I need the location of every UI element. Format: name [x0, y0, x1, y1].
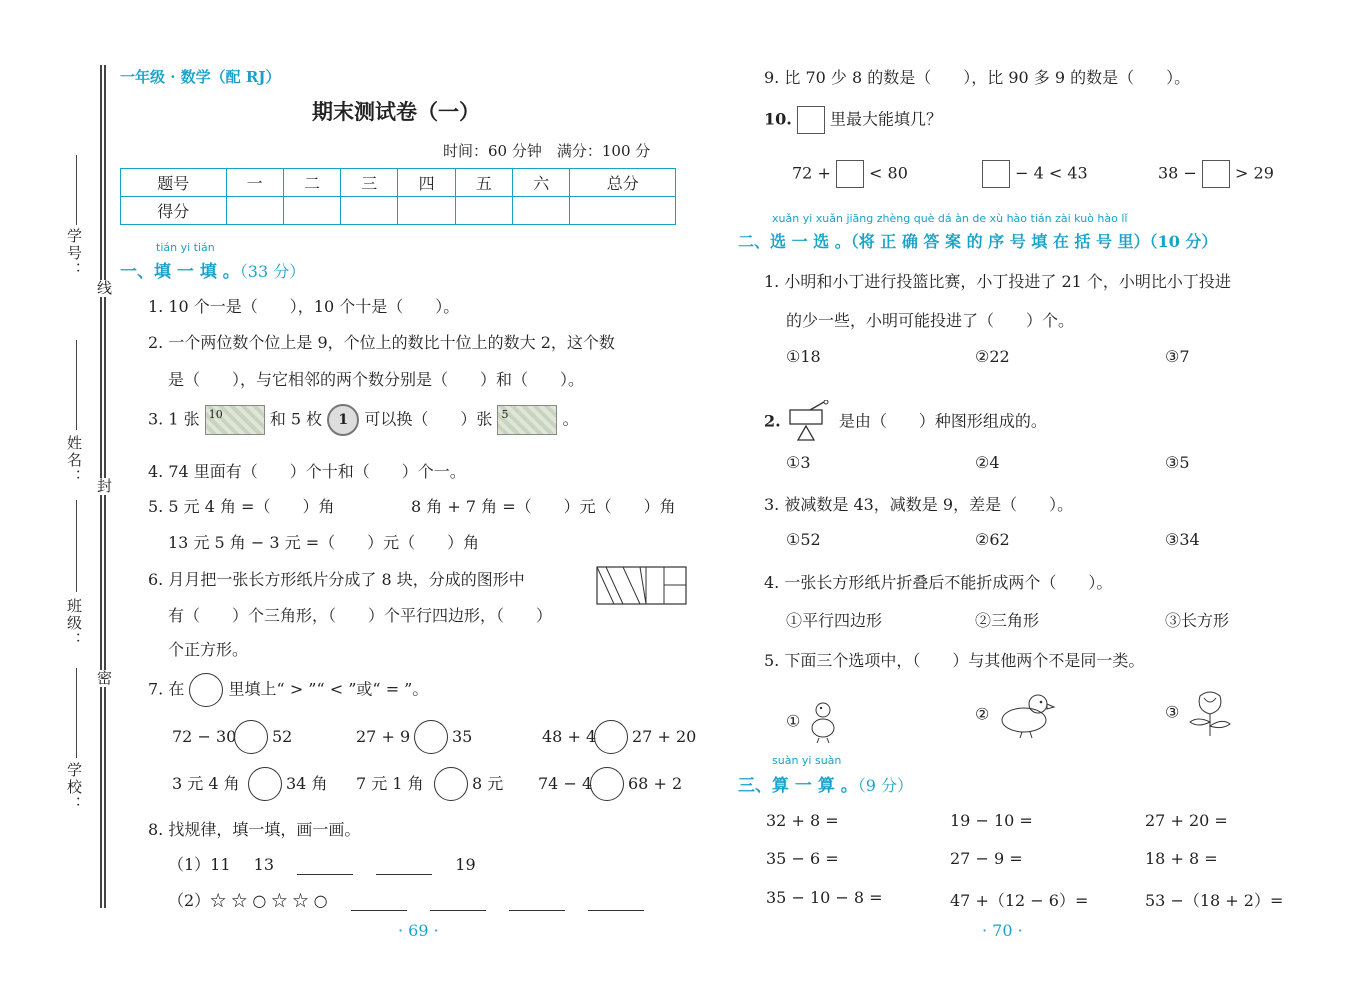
q2-1-option[interactable]: ②22 — [975, 347, 1010, 366]
score-cell: 题号 — [121, 169, 227, 197]
q7-expr: 34 角 — [286, 773, 328, 793]
section2-title: 二、选 一 选 。（将 正 确 答 案 的 序 号 填 在 括 号 里）（10 分） — [738, 232, 1218, 251]
divided-rectangle-figure — [596, 566, 688, 606]
q8-draw-blank[interactable] — [351, 910, 407, 911]
section1-points: （33 分） — [239, 262, 306, 281]
q7-expr: 8 元 — [472, 773, 504, 793]
chick-flower-icon — [805, 700, 841, 744]
q10-item-1 — [792, 160, 908, 188]
q3-text-c: 可以换（ ）张 — [364, 409, 493, 429]
score-cell: 五 — [455, 169, 512, 197]
q2-4-option[interactable]: ③长方形 — [1165, 611, 1230, 630]
question-1-5c: 13 元 5 角 − 3 元 =（ ）元（ ）角 — [168, 533, 480, 552]
compare-circle[interactable] — [248, 767, 282, 801]
q2-2-option[interactable]: ③5 — [1165, 453, 1190, 472]
q10-pre: 72 + — [792, 163, 831, 183]
score-cell: 二 — [283, 169, 340, 197]
q7-expr: 48 + 4 — [542, 726, 597, 746]
question-1-2b: 是（ ），与它相邻的两个数分别是（ ）和（ ）。 — [168, 370, 585, 389]
compare-circle[interactable] — [234, 720, 268, 754]
q7-row-2 — [172, 767, 682, 801]
question-1-5a: 5. 5 元 4 角 =（ ）角 — [148, 497, 335, 516]
flower-icon — [1184, 688, 1236, 738]
score-row-label: 得分 — [121, 197, 227, 225]
page-number-left: · 69 · — [398, 921, 439, 940]
q8-part-1 — [168, 852, 476, 875]
q2-2-option[interactable]: ①3 — [786, 453, 811, 472]
score-table — [120, 168, 676, 225]
question-2-5: 5. 下面三个选项中，（ ）与其他两个不是同一类。 — [764, 651, 1145, 670]
score-cell: 三 — [341, 169, 398, 197]
question-1-1: 1. 10 个一是（ ），10 个十是（ ）。 — [148, 297, 460, 316]
calc-item[interactable]: 32 + 8 = — [766, 811, 839, 830]
compare-circle[interactable] — [434, 767, 468, 801]
q2-3-option[interactable]: ②62 — [975, 530, 1010, 549]
school-blank[interactable] — [76, 668, 77, 758]
q7-expr: 74 − 4 — [538, 773, 593, 793]
calc-item[interactable]: 35 − 6 = — [766, 849, 839, 868]
section3-title: 三、算 一 算 。 — [738, 776, 858, 796]
score-input[interactable] — [570, 197, 676, 225]
seal-xian: 线 — [95, 280, 113, 297]
calc-item[interactable]: 27 + 20 = — [1145, 811, 1228, 830]
calc-item[interactable]: 19 − 10 = — [950, 811, 1033, 830]
note-denomination: 10 — [208, 408, 223, 421]
calc-item[interactable]: 53 −（18 + 2）= — [1145, 891, 1284, 910]
q2-4-option[interactable]: ①平行四边形 — [786, 611, 883, 630]
score-input[interactable] — [398, 197, 455, 225]
q8-pattern: （2）☆ ☆ ○ ☆ ☆ ○ — [168, 891, 328, 910]
q8-blank[interactable] — [376, 874, 432, 875]
exam-info: 时间：60 分钟 满分：100 分 — [443, 142, 651, 160]
q10-post: < 80 — [869, 163, 908, 183]
calc-item[interactable]: 27 − 9 = — [950, 849, 1023, 868]
question-1-8: 8. 找规律，填一填，画一画。 — [148, 820, 361, 839]
q2-2-text: 是由（ ）种图形组成的。 — [838, 411, 1047, 431]
q7-expr: 52 — [272, 726, 293, 746]
q2-2-number: 2. — [764, 411, 781, 431]
stool-figure — [786, 400, 834, 444]
ten-yuan-note-image — [205, 405, 265, 435]
q8-blank[interactable] — [297, 874, 353, 875]
score-value-row — [121, 197, 676, 225]
score-input[interactable] — [226, 197, 283, 225]
section1-pinyin: tián yi tián — [156, 241, 215, 254]
score-header-row — [121, 169, 676, 197]
answer-square[interactable] — [1202, 160, 1230, 188]
calc-item[interactable]: 35 − 10 − 8 = — [766, 888, 883, 907]
note-denomination: 5 — [501, 408, 509, 421]
score-cell: 六 — [513, 169, 570, 197]
q8-part-2 — [168, 888, 644, 911]
compare-circle[interactable] — [414, 720, 448, 754]
question-1-9: 9. 比 70 少 8 的数是（ ），比 90 多 9 的数是（ ）。 — [764, 68, 1191, 87]
q7-expr: 72 − 30 — [172, 726, 237, 746]
page-title: 期末测试卷（一） — [312, 100, 480, 124]
question-1-5b: 8 角 + 7 角 =（ ）元（ ）角 — [411, 497, 676, 516]
q10-number: 10. — [764, 109, 792, 129]
q10-item-2 — [982, 160, 1088, 188]
section1-title: 一、填 一 填 。 — [120, 262, 240, 282]
answer-square[interactable] — [982, 160, 1010, 188]
series-label: 一年级 · 数学（配 RJ） — [120, 68, 281, 86]
q2-5-option-label: ① — [786, 711, 801, 731]
q2-3-option[interactable]: ③34 — [1165, 530, 1200, 549]
calc-item[interactable]: 18 + 8 = — [1145, 849, 1218, 868]
q3-text-b: 和 5 枚 — [269, 409, 323, 429]
score-input[interactable] — [455, 197, 512, 225]
q2-5-option[interactable] — [786, 700, 841, 744]
q7-expr: 7 元 1 角 — [356, 773, 424, 793]
q10-post: > 29 — [1235, 163, 1274, 183]
question-1-10 — [764, 106, 942, 134]
question-1-4: 4. 74 里面有（ ）个十和（ ）个一。 — [148, 462, 466, 481]
answer-square[interactable] — [836, 160, 864, 188]
q8-draw-blank[interactable] — [588, 910, 644, 911]
question-2-4: 4. 一张长方形纸片折叠后不能折成两个（ ）。 — [764, 573, 1113, 592]
q8-seq-start: （1）11 — [168, 855, 231, 874]
q2-4-option[interactable]: ②三角形 — [975, 611, 1040, 630]
question-2-1a: 1. 小明和小丁进行投篮比赛，小丁投进了 21 个，小明比小丁投进 — [764, 272, 1231, 291]
name-label: 姓名： — [65, 435, 83, 486]
q7-row-1 — [172, 720, 696, 754]
score-cell: 四 — [398, 169, 455, 197]
question-1-6b: 有（ ）个三角形，（ ）个平行四边形，（ ） — [168, 606, 553, 625]
score-input[interactable] — [341, 197, 398, 225]
q2-5-option[interactable] — [975, 690, 1056, 740]
q3-text-d: 。 — [562, 409, 579, 429]
q7-expr: 27 + 20 — [632, 726, 697, 746]
section3-heading — [738, 771, 913, 796]
compare-circle[interactable] — [590, 767, 624, 801]
q10-post: − 4 < 43 — [1015, 163, 1088, 183]
question-1-3 — [148, 404, 579, 436]
q7-expr: 3 元 4 角 — [172, 773, 240, 793]
question-2-3: 3. 被减数是 43，减数是 9，差是（ ）。 — [764, 495, 1074, 514]
question-1-7 — [148, 673, 428, 707]
seal-mi: 密 — [95, 670, 113, 687]
q2-5-option-label: ③ — [1165, 702, 1180, 722]
chick-icon — [994, 690, 1056, 740]
score-input[interactable] — [513, 197, 570, 225]
seal-feng: 封 — [95, 478, 113, 495]
q8-draw-blank[interactable] — [509, 910, 565, 911]
question-2-1b: 的少一些，小明可能投进了（ ）个。 — [786, 311, 1075, 330]
q3-text-a: 3. 1 张 — [148, 409, 200, 429]
q10-text: 里最大能填几？ — [830, 109, 943, 129]
score-cell: 一 — [226, 169, 283, 197]
compare-circle[interactable] — [594, 720, 628, 754]
name-blank[interactable] — [76, 340, 77, 430]
question-1-2a: 2. 一个两位数个位上是 9，个位上的数比十位上的数大 2，这个数 — [148, 333, 615, 352]
q7-text-b: 里填上“ > ”“ < ”或“ = ”。 — [228, 679, 429, 699]
page-number-right: · 70 · — [982, 921, 1023, 940]
question-1-6a: 6. 月月把一张长方形纸片分成了 8 块，分成的图形中 — [148, 570, 525, 589]
five-yuan-note-image — [497, 405, 557, 435]
calc-item[interactable]: 47 +（12 − 6）= — [950, 891, 1089, 910]
one-yuan-coin-image: 1 — [327, 404, 359, 436]
q2-3-option[interactable]: ①52 — [786, 530, 821, 549]
section2-pinyin: xuǎn yi xuǎn jiāng zhèng què dá àn de xù hào tián zài kuò hào lǐ — [772, 212, 1128, 225]
score-input[interactable] — [283, 197, 340, 225]
q7-text-a: 7. 在 — [148, 679, 185, 699]
student-id-blank[interactable] — [76, 155, 77, 225]
q2-5-option-label: ② — [975, 704, 990, 724]
q2-1-option[interactable]: ③7 — [1165, 347, 1190, 366]
score-cell: 总分 — [570, 169, 676, 197]
q2-5-option[interactable] — [1165, 688, 1236, 738]
section3-pinyin: suàn yi suàn — [772, 754, 842, 767]
question-2-2 — [764, 400, 1047, 444]
answer-square-sample — [797, 106, 825, 134]
q2-2-option[interactable]: ②4 — [975, 453, 1000, 472]
class-label: 班级： — [65, 598, 83, 649]
class-blank[interactable] — [76, 500, 77, 592]
q2-1-option[interactable]: ①18 — [786, 347, 821, 366]
q10-pre: 38 − — [1158, 163, 1197, 183]
q7-expr: 35 — [452, 726, 473, 746]
q8-draw-blank[interactable] — [430, 910, 486, 911]
student-id-label: 学号： — [65, 228, 83, 279]
q10-item-3 — [1158, 160, 1274, 188]
q8-seq-second: 13 — [253, 855, 274, 874]
section1-heading — [120, 257, 305, 282]
school-label: 学校： — [65, 762, 83, 813]
q7-expr: 68 + 2 — [628, 773, 683, 793]
q7-expr: 27 + 9 — [356, 726, 411, 746]
q8-seq-end: 19 — [455, 855, 476, 874]
compare-circle-sample — [189, 673, 223, 707]
section3-points: （9 分） — [857, 776, 914, 795]
question-1-6c: 个正方形。 — [168, 640, 249, 659]
